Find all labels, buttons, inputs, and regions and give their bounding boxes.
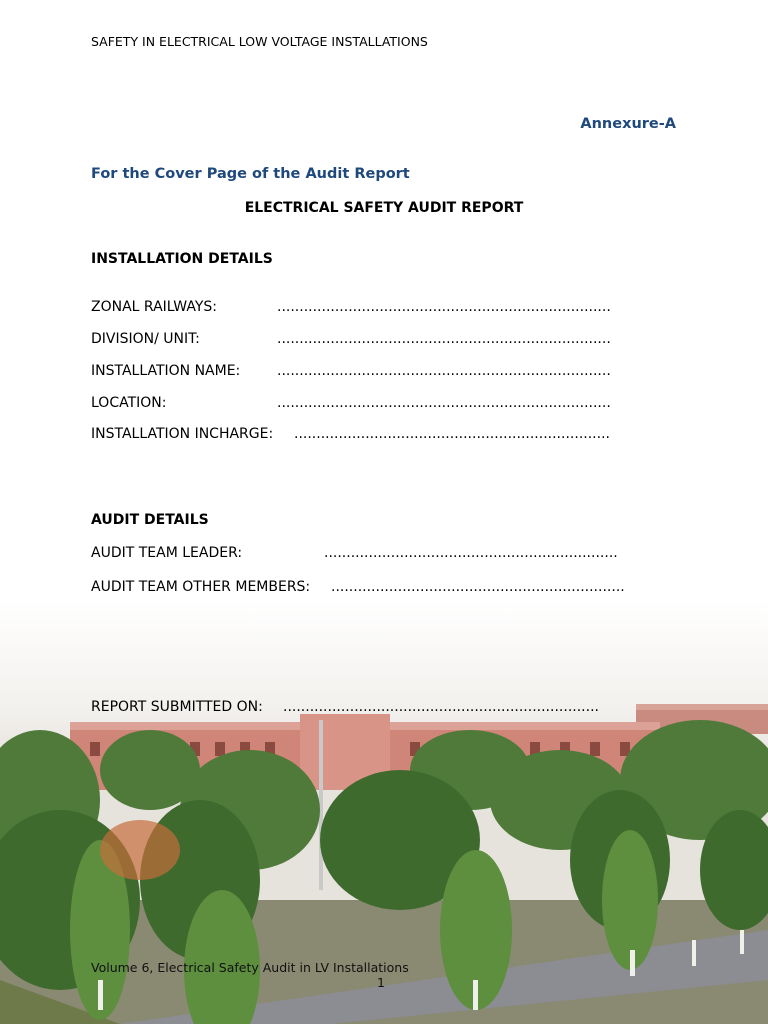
annexure-label: Annexure-A <box>580 116 676 132</box>
zonal-railways-label: ZONAL RAILWAYS: <box>91 299 218 315</box>
report-submitted-on-blank: ....................................................................... <box>283 699 599 715</box>
audit-details-heading: AUDIT DETAILS <box>91 512 209 528</box>
audit-team-other-members-label: AUDIT TEAM OTHER MEMBERS: <box>91 579 311 595</box>
cover-note: For the Cover Page of the Audit Report <box>91 166 410 182</box>
division-unit-blank: ........................................................................... <box>277 331 611 347</box>
audit-team-other-members-blank: .................................................................. <box>331 579 625 595</box>
installation-name-label: INSTALLATION NAME: <box>91 363 241 379</box>
audit-team-leader-blank: .................................................................. <box>324 545 618 561</box>
installation-incharge-label: INSTALLATION INCHARGE: <box>91 426 274 442</box>
location-blank: ........................................................................... <box>277 395 611 411</box>
division-unit-label: DIVISION/ UNIT: <box>91 331 200 347</box>
report-title: ELECTRICAL SAFETY AUDIT REPORT <box>244 200 524 216</box>
footer-volume: Volume 6, Electrical Safety Audit in LV Installations <box>91 960 409 975</box>
installation-incharge-blank: ....................................................................... <box>294 426 610 442</box>
location-label: LOCATION: <box>91 395 167 411</box>
report-submitted-on-label: REPORT SUBMITTED ON: <box>91 699 263 715</box>
zonal-railways-blank: ........................................................................... <box>277 299 611 315</box>
audit-team-leader-label: AUDIT TEAM LEADER: <box>91 545 243 561</box>
installation-details-heading: INSTALLATION DETAILS <box>91 251 273 267</box>
running-header: SAFETY IN ELECTRICAL LOW VOLTAGE INSTALLATIONS <box>91 34 428 49</box>
page-number: 1 <box>377 975 385 990</box>
installation-name-blank: ........................................................................... <box>277 363 611 379</box>
